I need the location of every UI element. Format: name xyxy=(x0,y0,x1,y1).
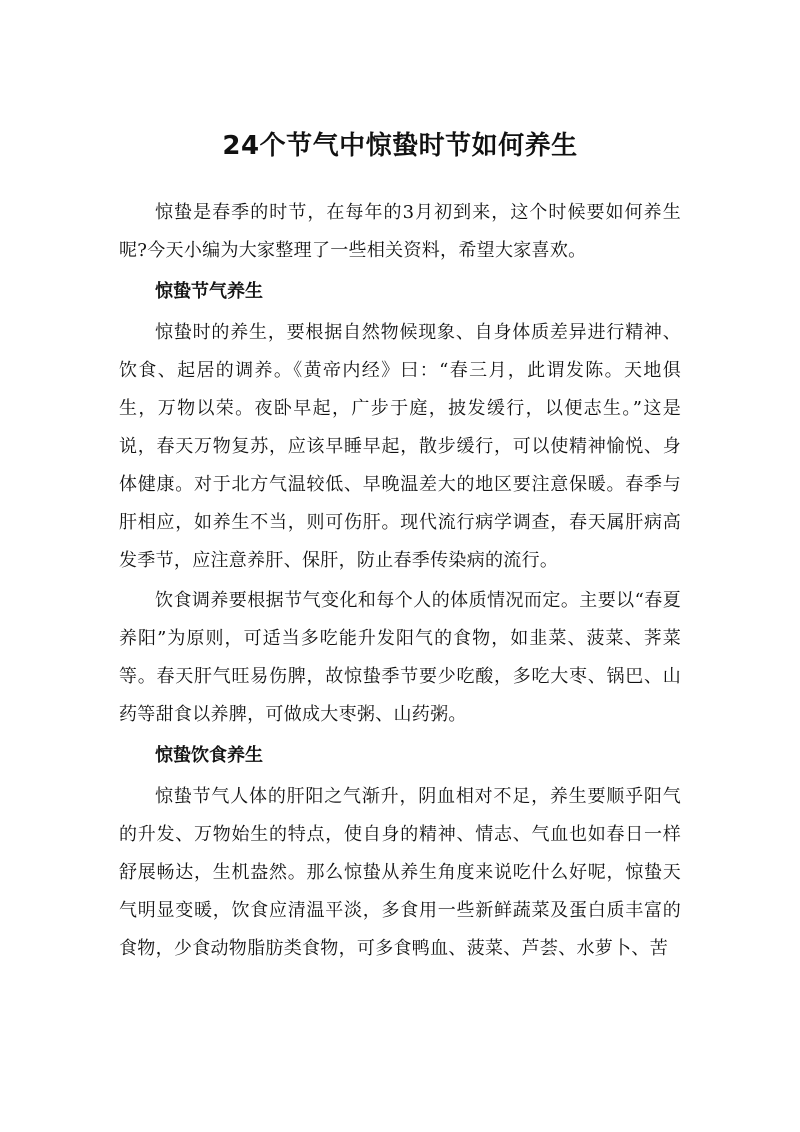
paragraph-diet-health: 惊蛰节气人体的肝阳之气渐升，阴血相对不足，养生要顺乎阳气的升发、万物始生的特点，使自身的精神、情志、气血也如春日一样舒展畅达，生机盎然。那么惊蛰从养生角度来说吃什么好呢，惊蛰天气明显变暖，饮食应清温平淡，多食用一些新鲜蔬菜及蛋白质丰富的食物，少食动物脂肪类食物，可多食鸭血、菠菜、芦荟、水萝卜、苦 xyxy=(119,786,681,959)
document-body xyxy=(119,194,681,968)
section-heading-diet: 惊蛰饮食养生 xyxy=(155,745,263,766)
paragraph-diet-regimen: 饮食调养要根据节气变化和每个人的体质情况而定。主要以“春夏养阳”为原则，可适当多吃能升发阳气的食物，如韭菜、菠菜、荠菜等。春天肝气旺易伤脾，故惊蛰季节要少吃酸，多吃大枣、锅巴、山药等甜食以养脾，可做成大枣粥、山药粥。 xyxy=(119,590,681,725)
intro-paragraph: 惊蛰是春季的时节，在每年的3月初到来，这个时候要如何养生呢?今天小编为大家整理了一些相关资料，希望大家喜欢。 xyxy=(119,202,681,261)
paragraph-solar-term-health: 惊蛰时的养生，要根据自然物候现象、自身体质差异进行精神、饮食、起居的调养。《黄帝内经》曰：“春三月，此谓发陈。天地俱生，万物以荣。夜卧早起，广步于庭，披发缓行，以便志生。”这是说，春天万物复苏，应该早睡早起，散步缓行，可以使精神愉悦、身体健康。对于北方气温较低、早晚温差大的地区要注意保暖。春季与肝相应，如养生不当，则可伤肝。现代流行病学调查，春天属肝病高发季节，应注意养肝、保肝，防止春季传染病的流行。 xyxy=(119,322,681,571)
page-title: 24个节气中惊蛰时节如何养生 xyxy=(222,131,578,161)
section-heading-solar-term: 惊蛰节气养生 xyxy=(155,281,263,302)
